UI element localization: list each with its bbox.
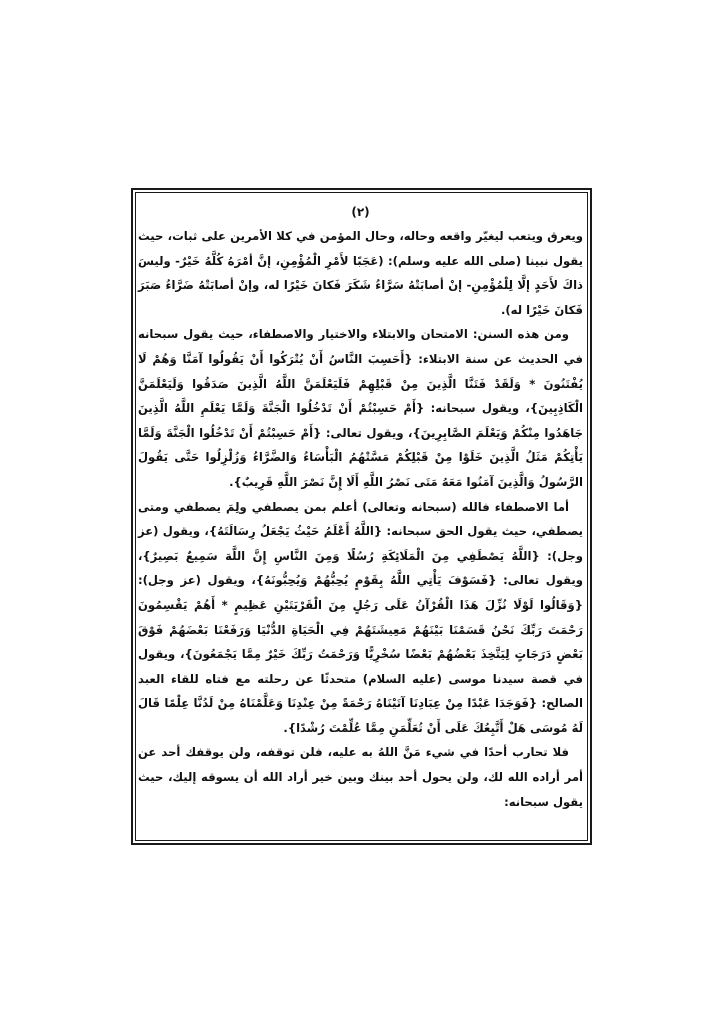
paragraph-2: ومن هذه السنن: الامتحان والابتلاء والاختيار والاصطفاء، حيث يقول سبحانه في الحديث عن سنة الابتلاء: {أَحَسِبَ النَّاسُ أَنْ يُتْرَكُوا أَنْ يَقُولُوا آمَنَّا وَهُمْ لَا يُفْتَنُونَ * وَلَقَدْ فَتَنَّا الَّذِينَ مِنْ قَبْلِهِمْ فَلَيَعْلَمَنَّ اللَّهُ الَّذِينَ صَدَقُوا وَلَيَعْلَمَنَّ الْكَاذِبِينَ}، ويقول سبحانه: {أَمْ حَسِبْتُمْ أَنْ تَدْخُلُوا الْجَنَّةَ وَلَمَّا يَعْلَمِ اللَّهُ الَّذِينَ جَاهَدُوا مِنْكُمْ وَيَعْلَمَ الصَّابِرِينَ}، ويقول تعالى: {أَمْ حَسِبْتُمْ أَنْ تَدْخُلُوا الْجَنَّةَ وَلَمَّا يَأْتِكُمْ مَثَلُ الَّذِينَ خَلَوْا مِنْ قَبْلِكُمْ مَسَّتْهُمُ الْبَأْسَاءُ وَالضَّرَّاءُ وَزُلْزِلُوا حَتَّى يَقُولَ الرَّسُولُ وَالَّذِينَ آمَنُوا مَعَهُ مَتَى نَصْرُ اللَّهِ أَلَا إِنَّ نَصْرَ اللَّهِ قَرِيبٌ}. [138, 327, 583, 489]
paragraph-1: ويعرق ويتعب ليغيّر واقعه وحاله، وحال المؤمن في كلا الأمرين على ثبات، حيث يقول نبينا (صلى الله عليه وسلم): (عَجَبًا لأَمْرِ الْمُؤْمِنِ، إنَّ أمْرَهُ كُلَّهُ خَيْرٌ- وليسَ ذاكَ لأَحَدٍ إلَّا لِلْمُؤْمِنِ- إنْ أصابَتْهُ سَرَّاءُ شَكَرَ فَكانَ خَيْرًا له، وإنْ أصابَتْهُ ضَرَّاءُ صَبَرَ فَكانَ خَيْرًا له). [138, 229, 583, 317]
document-body [138, 200, 583, 814]
page-number: (٢) [351, 205, 370, 219]
paragraph-3: أما الاصطفاء فالله (سبحانه وتعالى) أعلم بمن يصطفي ولِمَ يصطفي ومتى يصطفي، حيث يقول الحق سبحانه: {اللَّهُ أَعْلَمُ حَيْثُ يَجْعَلُ رِسَالَتَهُ}، ويقول (عز وجل): {اللَّهُ يَصْطَفِي مِنَ الْمَلَائِكَةِ رُسُلًا وَمِنَ النَّاسِ إِنَّ اللَّهَ سَمِيعٌ بَصِيرٌ}، ويقول تعالى: {فَسَوْفَ يَأْتِي اللَّهُ بِقَوْمٍ يُحِبُّهُمْ وَيُحِبُّونَهُ}، ويقول (عز وجل): {وَقَالُوا لَوْلَا نُزِّلَ هَذَا الْقُرْآنُ عَلَى رَجُلٍ مِنَ الْقَرْيَتَيْنِ عَظِيمٍ * أَهُمْ يَقْسِمُونَ رَحْمَتَ رَبِّكَ نَحْنُ قَسَمْنَا بَيْنَهُمْ مَعِيشَتَهُمْ فِي الْحَيَاةِ الدُّنْيَا وَرَفَعْنَا بَعْضَهُمْ فَوْقَ بَعْضٍ دَرَجَاتٍ لِيَتَّخِذَ بَعْضُهُمْ بَعْضًا سُخْرِيًّا وَرَحْمَتُ رَبِّكَ خَيْرٌ مِمَّا يَجْمَعُونَ}، ويقول في قصة سيدنا موسى (عليه السلام) متحدثًا عن رحلته مع فتاه للقاء العبد الصالح: {فَوَجَدَا عَبْدًا مِنْ عِبَادِنَا آتَيْنَاهُ رَحْمَةً مِنْ عِنْدِنَا وَعَلَّمْنَاهُ مِنْ لَدُنَّا عِلْمًا قَالَ لَهُ مُوسَى هَلْ أَتَّبِعُكَ عَلَى أَنْ تُعَلِّمَنِ مِمَّا عُلِّمْتَ رُشْدًا}. [138, 499, 583, 735]
paragraph-4: فلا تحارب أحدًا في شيء مَنَّ اللهُ به عليه، فلن توقفه، ولن يوقفك أحد عن أمر أراده الله لك، ولن يحول أحد بينك وبين خير أراد الله أن يسوقه إليك، حيث يقول سبحانه: [138, 745, 583, 809]
